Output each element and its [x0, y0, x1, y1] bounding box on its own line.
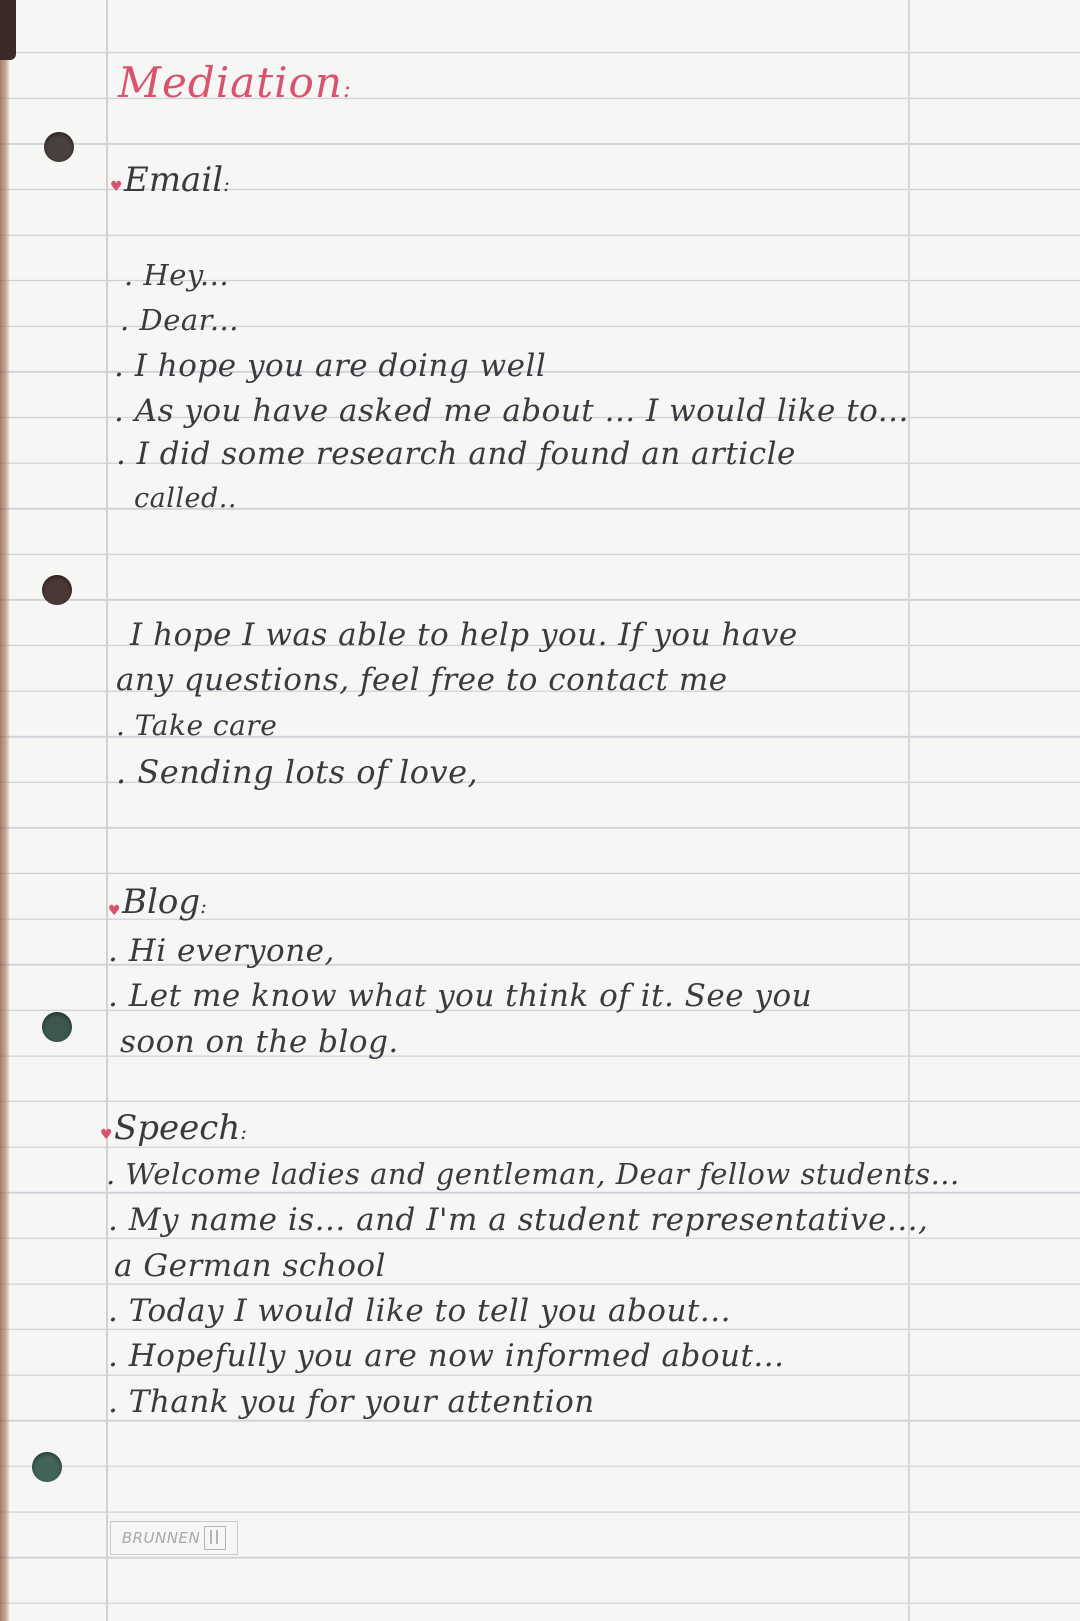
- email-heart-icon: ♥: [110, 179, 123, 195]
- binding-tab: [0, 0, 16, 60]
- email-line: . As you have asked me about ... I would like to...: [114, 393, 909, 429]
- speech-line: a German school: [114, 1248, 386, 1284]
- punch-hole: [42, 1012, 72, 1042]
- speech-line: . Today I would like to tell you about...: [108, 1293, 731, 1329]
- page-title-colon: :: [342, 75, 352, 103]
- right-margin-line: [908, 0, 910, 1621]
- left-margin-line: [106, 0, 108, 1621]
- blog-heart-icon: ♥: [108, 903, 121, 919]
- email-line: . I hope you are doing well: [114, 348, 547, 384]
- email-heading-text: Email: [124, 160, 224, 200]
- blog-heading-colon: :: [200, 894, 207, 918]
- email-line: I hope I was able to help you. If you have: [130, 617, 798, 653]
- speech-line: . My name is... and I'm a student representative...,: [108, 1202, 929, 1238]
- speech-heading: [114, 1108, 247, 1148]
- blog-line: soon on the blog.: [120, 1024, 399, 1060]
- brand-logo-icon: [204, 1526, 226, 1550]
- email-line: . Sending lots of love,: [116, 753, 479, 791]
- email-line: . Dear...: [120, 303, 239, 337]
- page-title-text: Mediation: [118, 58, 343, 107]
- brunnen-logo: [110, 1521, 238, 1555]
- punch-hole: [42, 575, 72, 605]
- blog-heading-text: Blog: [122, 882, 201, 922]
- speech-heart-icon: ♥: [100, 1127, 113, 1143]
- speech-heading-text: Speech: [114, 1108, 241, 1148]
- punch-hole: [44, 132, 74, 162]
- email-line: called..: [134, 483, 237, 514]
- blog-line: . Hi everyone,: [108, 933, 335, 969]
- binding-edge: [0, 0, 10, 1621]
- blog-line: . Let me know what you think of it. See you: [108, 978, 813, 1014]
- speech-line: . Welcome ladies and gentleman, Dear fellow students...: [106, 1157, 960, 1191]
- brand-name: BRUNNEN: [121, 1529, 201, 1547]
- email-line: . Take care: [116, 709, 278, 742]
- speech-line: . Thank you for your attention: [108, 1384, 595, 1420]
- email-heading: [124, 160, 230, 200]
- speech-line: . Hopefully you are now informed about...: [108, 1338, 785, 1374]
- email-line: . Hey...: [124, 258, 230, 292]
- page-title: [118, 58, 352, 107]
- speech-heading-colon: :: [240, 1120, 247, 1144]
- email-line: any questions, feel free to contact me: [116, 662, 728, 698]
- blog-heading: [122, 882, 207, 922]
- email-heading-colon: :: [223, 172, 230, 196]
- email-line: . I did some research and found an article: [116, 436, 796, 472]
- punch-hole: [32, 1452, 62, 1482]
